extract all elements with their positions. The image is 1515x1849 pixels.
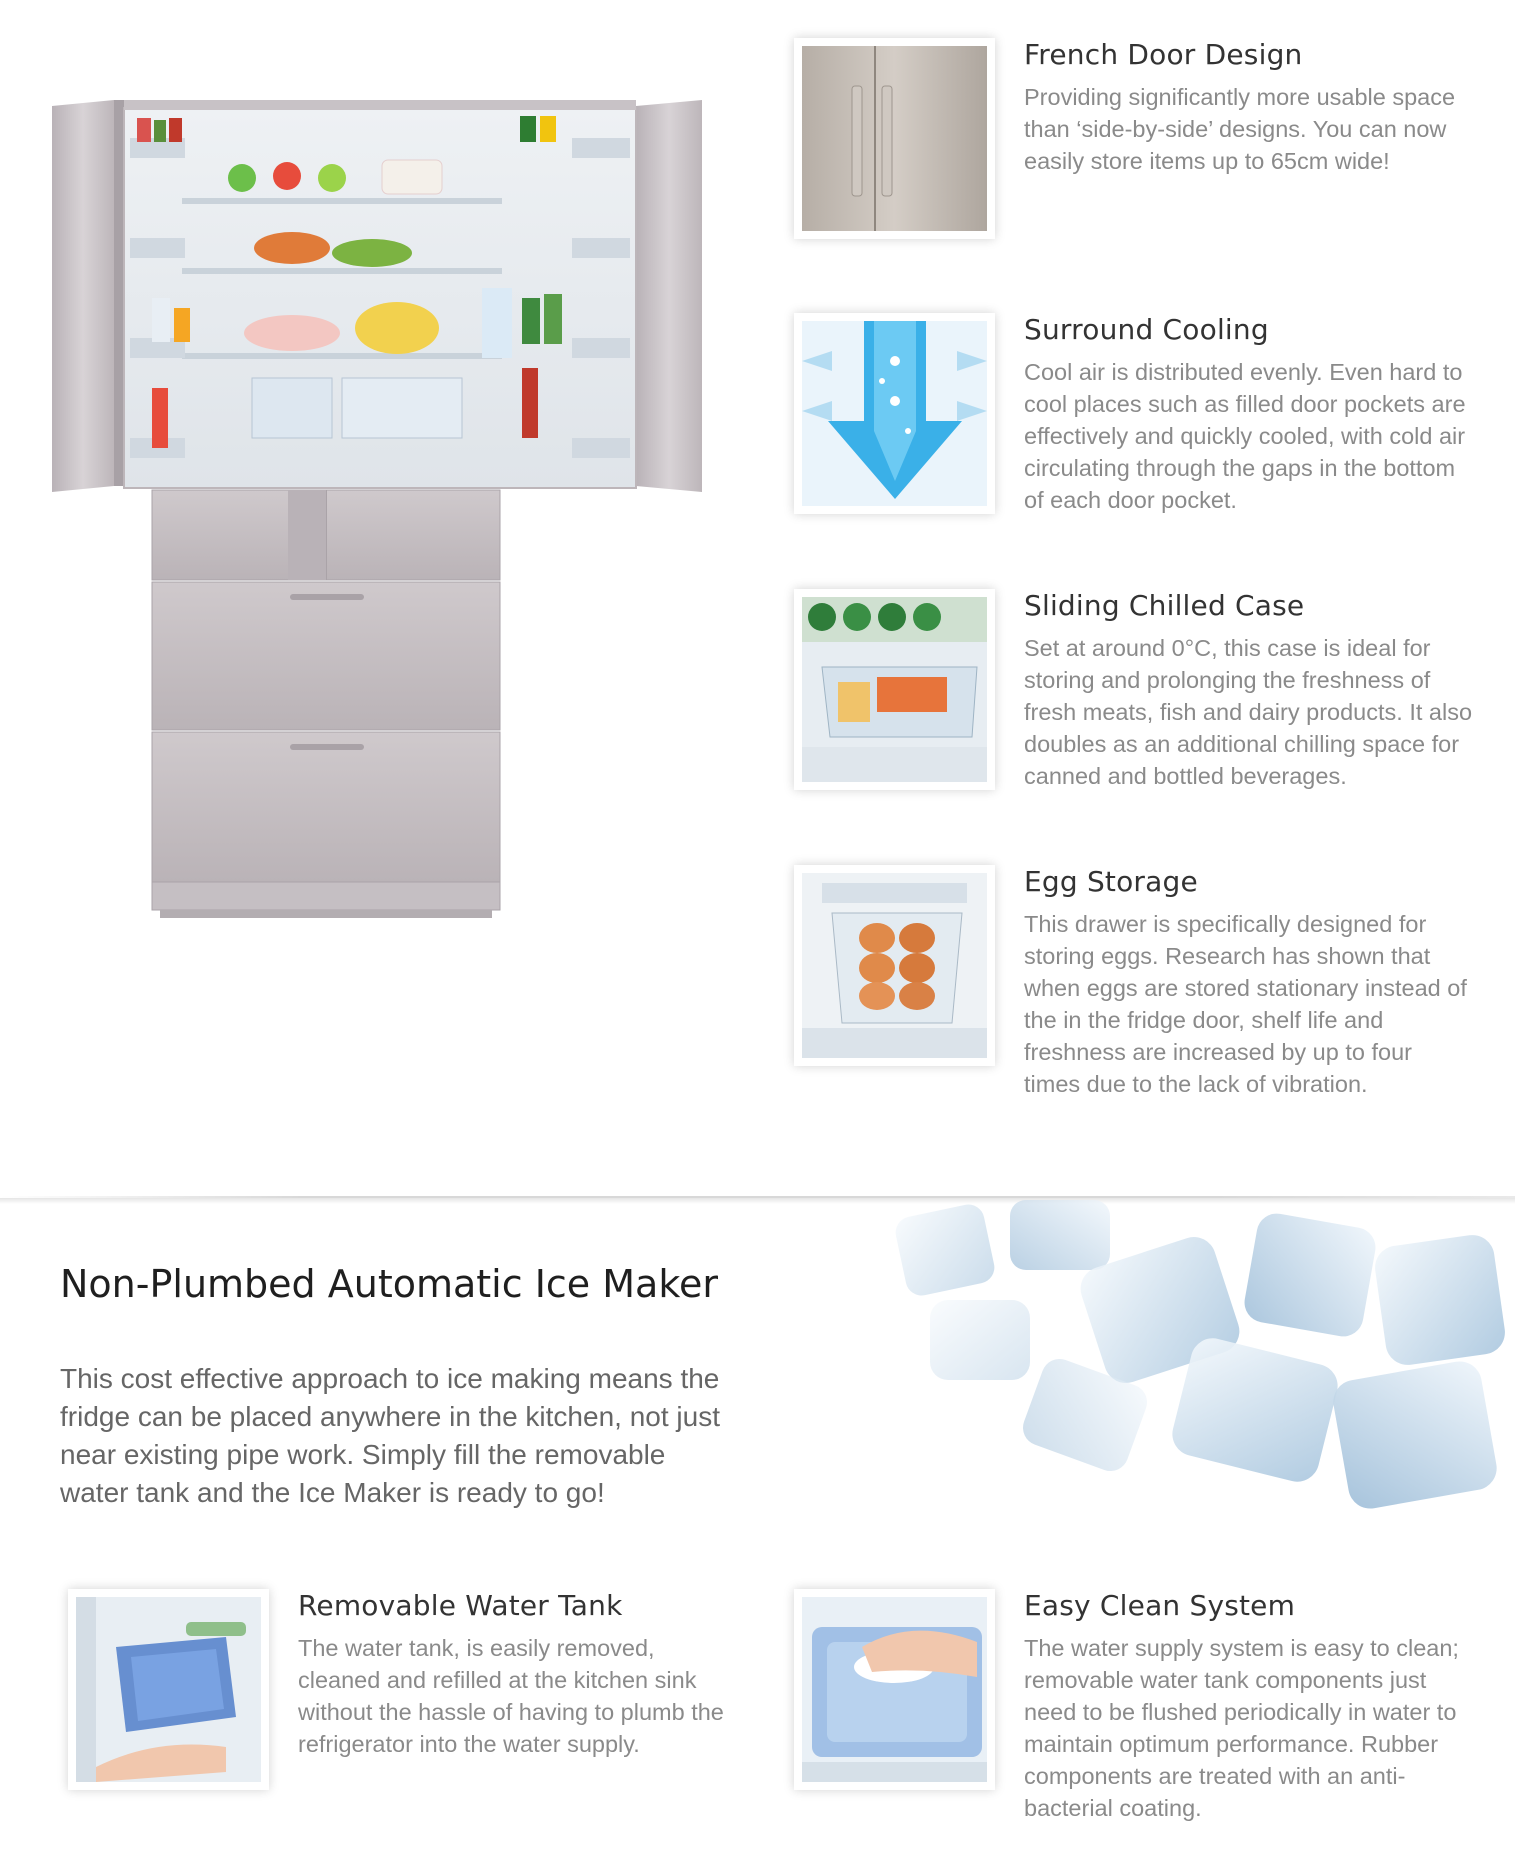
feature-card-surround-cooling — [794, 313, 1514, 573]
feature-card-french-door — [794, 38, 1514, 298]
feature-title: Egg Storage — [1024, 865, 1198, 898]
ice-maker-heading: Non-Plumbed Automatic Ice Maker — [60, 1262, 718, 1306]
ice-cubes-image — [860, 1200, 1515, 1530]
egg-drawer-icon — [794, 865, 995, 1066]
cooling-arrow-icon — [794, 313, 995, 514]
fridge-product-image — [52, 98, 702, 1004]
feature-description: Providing significantly more usable space than ‘side-by-side’ designs. You can now easily store items up to 65cm wide! — [1024, 84, 1456, 174]
feature-card-easy-clean-system — [794, 1589, 1514, 1849]
feature-title: Sliding Chilled Case — [1024, 589, 1305, 622]
easy-clean-icon — [794, 1589, 995, 1790]
feature-description: The water supply system is easy to clean; removable water tank components just need to be flushed periodically in water to maintain optimum performance. Rubber components are treated with an anti-bacterial coating. — [1024, 1635, 1459, 1821]
chilled-case-icon — [794, 589, 995, 790]
feature-card-egg-storage — [794, 865, 1514, 1125]
french-door-icon — [794, 38, 995, 239]
feature-title: Surround Cooling — [1024, 313, 1269, 346]
water-tank-icon — [68, 1589, 269, 1790]
feature-description: The water tank, is easily removed, cleaned and refilled at the kitchen sink without the hassle of having to plumb the refrigerator into the water supply. — [298, 1635, 724, 1757]
feature-title: Removable Water Tank — [298, 1589, 623, 1622]
feature-card-removable-water-tank — [68, 1589, 788, 1849]
feature-description: Cool air is distributed evenly. Even hard to cool places such as filled door pockets are effectively and quickly cooled, with cold air circulating through the gaps in the bottom of each door pocket. — [1024, 359, 1466, 513]
feature-title: French Door Design — [1024, 38, 1303, 71]
feature-description: Set at around 0°C, this case is ideal for storing and prolonging the freshness of fresh meats, fish and dairy products. It also doubles as an additional chilling space for canned and bottled beverages. — [1024, 635, 1473, 789]
feature-description: This drawer is specifically designed for storing eggs. Research has shown that when eggs are stored stationary instead of the in the fridge door, shelf life and freshness are increased by up to four times due to the lack of vibration. — [1024, 911, 1467, 1097]
ice-maker-body: This cost effective approach to ice making means the fridge can be placed anywhere in the kitchen, not just near existing pipe work. Simply fill the removable water tank and the Ice Maker is ready to go! — [60, 1363, 720, 1508]
feature-card-sliding-chilled-case — [794, 589, 1514, 849]
feature-title: Easy Clean System — [1024, 1589, 1296, 1622]
